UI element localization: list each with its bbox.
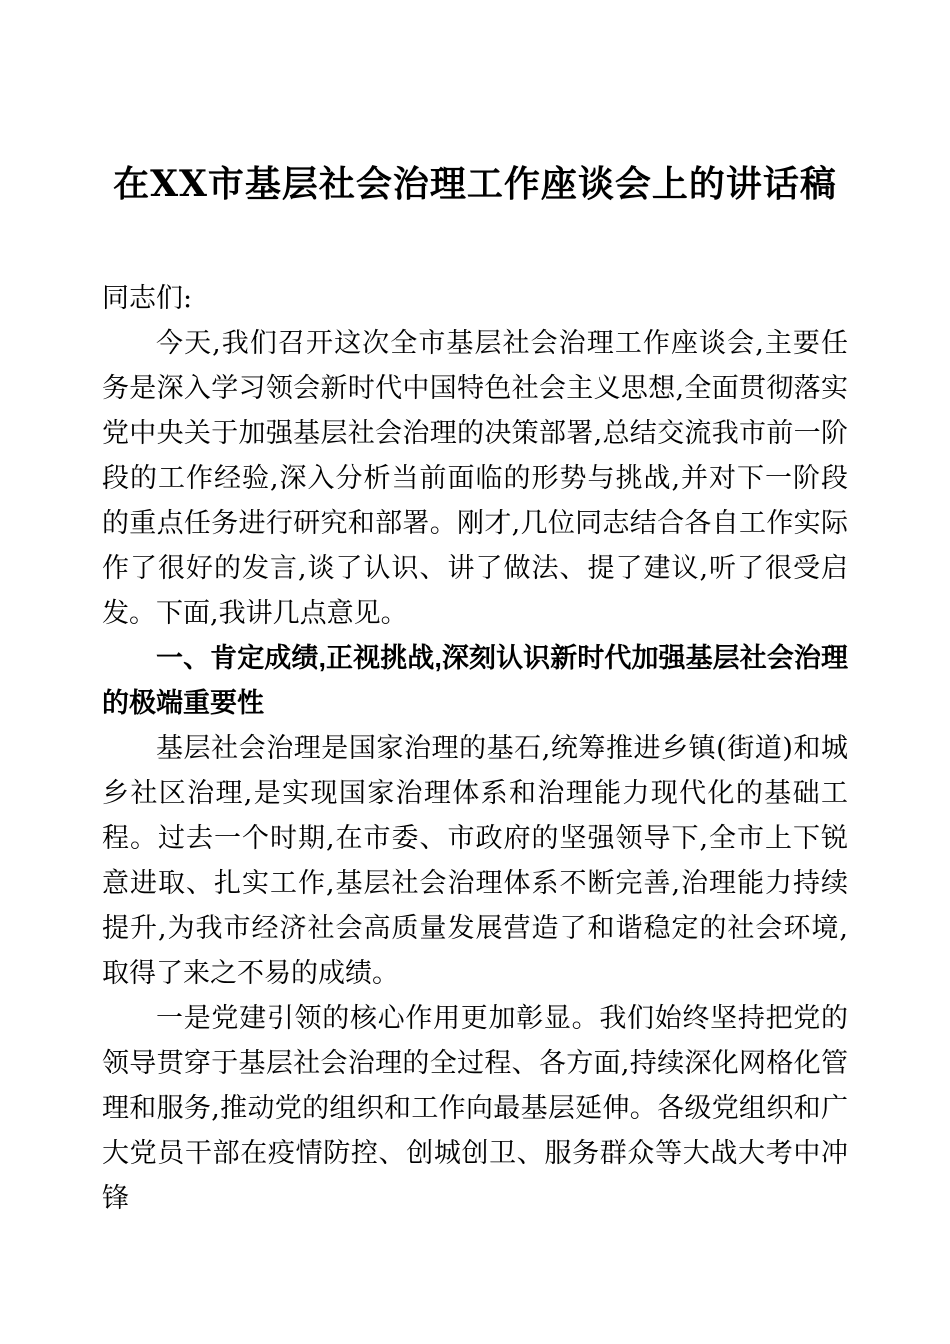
- document-title: 在XX市基层社会治理工作座谈会上的讲话稿: [113, 163, 837, 205]
- paragraph-container: [102, 321, 848, 1221]
- salutation: 同志们:: [102, 283, 193, 314]
- body-paragraph: 基层社会治理是国家治理的基石,统筹推进乡镇(街道)和城乡社区治理,是实现国家治理体系和治理能力现代化的基础工程。过去一个时期,在市委、市政府的坚强领导下,全市上下锐意进取、扎实工作,基层社会治理体系不断完善,治理能力持续提升,为我市经济社会高质量发展营造了和谐稳定的社会环境,取得了来之不易的成绩。: [102, 733, 848, 989]
- body-paragraph: 今天,我们召开这次全市基层社会治理工作座谈会,主要任务是深入学习领会新时代中国特色社会主义思想,全面贯彻落实党中央关于加强基层社会治理的决策部署,总结交流我市前一阶段的工作经验,深入分析当前面临的形势与挑战,并对下一阶段的重点任务进行研究和部署。刚才,几位同志结合各自工作实际作了很好的发言,谈了认识、讲了做法、提了建议,听了很受启发。下面,我讲几点意见。: [102, 328, 848, 629]
- document-body: [102, 276, 848, 1221]
- body-paragraph: 一是党建引领的核心作用更加彰显。我们始终坚持把党的领导贯穿于基层社会治理的全过程、各方面,持续深化网格化管理和服务,推动党的组织和工作向最基层延伸。各级党组织和广大党员干部在疫情防控、创城创卫、服务群众等大战大考中冲锋: [102, 1003, 848, 1214]
- section-heading: 一、肯定成绩,正视挑战,深刻认识新时代加强基层社会治理的极端重要性: [102, 643, 848, 718]
